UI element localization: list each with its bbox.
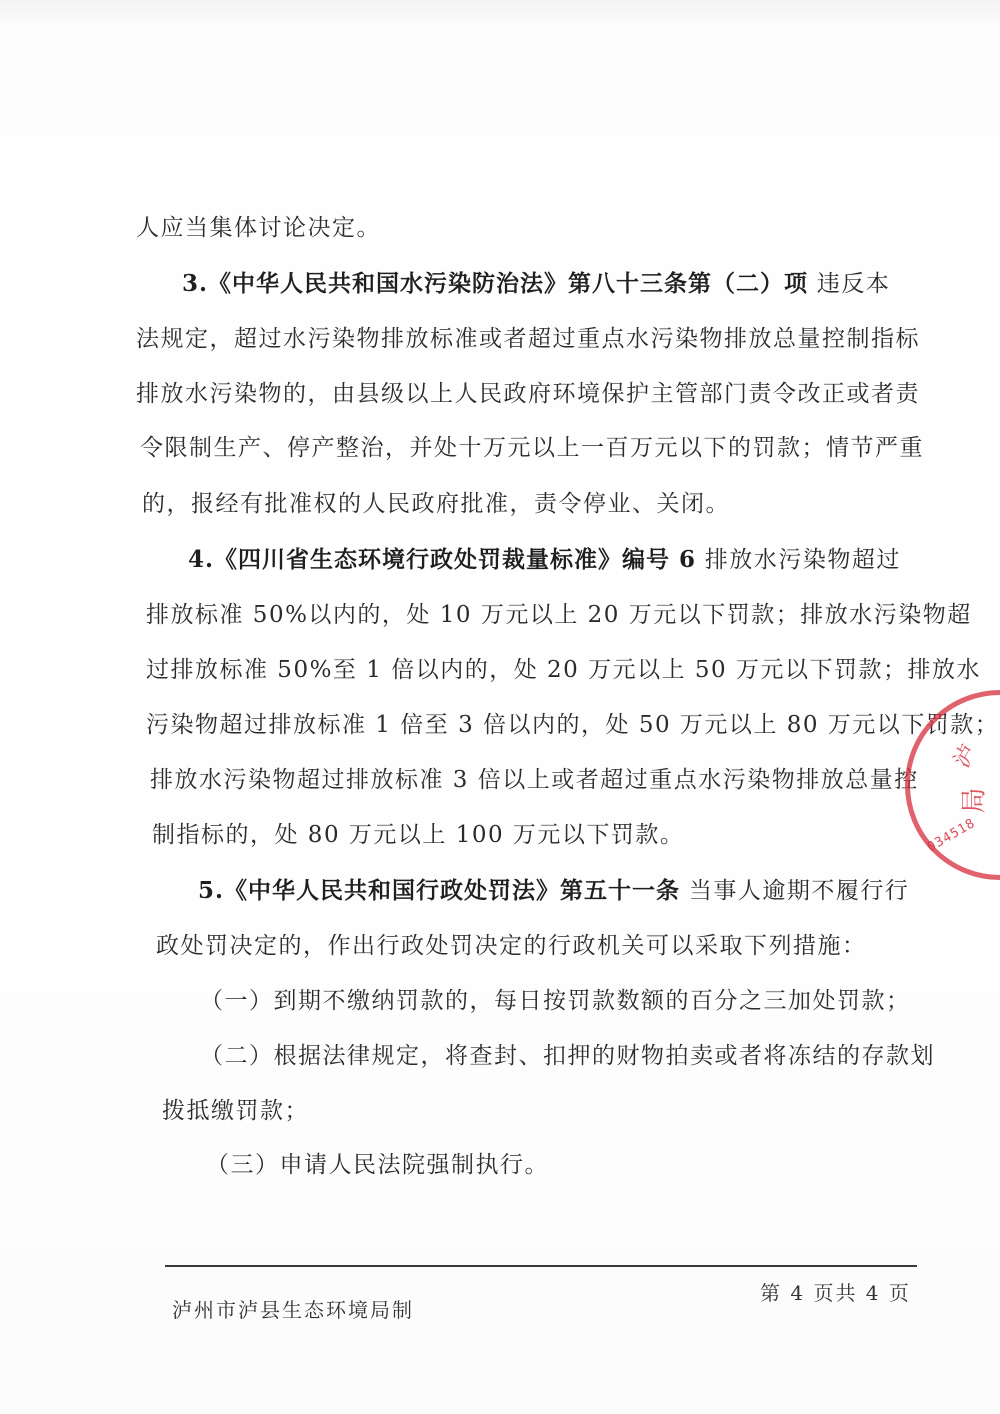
line-4-text: 排放水污染物的，由县级以上人民政府环境保护主管部门责令改正或者责	[136, 381, 920, 407]
footer-divider	[165, 1265, 917, 1267]
seal-text-top: 泸	[949, 740, 983, 773]
body-line-7	[188, 545, 901, 575]
line-14-text: 政处罚决定的，作出行政处罚决定的行政机关可以采取下列措施：	[156, 933, 867, 959]
measure-3: （三）申请人民法院强制执行。	[206, 1152, 549, 1178]
measure-1: （一）到期不缴纳罚款的，每日按罚款数额的百分之三加处罚款；	[200, 988, 911, 1014]
line-13-text: 当事人逾期不履行行	[680, 878, 910, 904]
line-10-text: 污染物超过排放标准 1 倍至 3 倍以内的，处 50 万元以上 80 万元以下罚款；	[146, 712, 1000, 738]
body-line-10	[146, 710, 999, 740]
seal-ring	[905, 690, 1000, 880]
line-2-text: 违反本	[808, 271, 891, 297]
line-12-text: 制指标的，处 80 万元以上 100 万元以下罚款。	[152, 822, 685, 848]
law-heading-4: 4.《四川省生态环境行政处罚裁量标准》编号 6	[188, 546, 697, 573]
measure-2: （二）根据法律规定，将查封、扣押的财物拍卖或者将冻结的存款划	[200, 1043, 935, 1069]
line-6-text: 的，报经有批准权的人民政府批准，责令停业、关闭。	[142, 491, 730, 517]
line-11-text: 排放水污染物超过排放标准 3 倍以上或者超过重点水污染物排放总量控	[150, 767, 919, 793]
page-number: 第 4 页共 4 页	[760, 1281, 911, 1305]
issuer-name: 泸州市泸县生态环境局制	[172, 1298, 414, 1322]
line-5-text: 令限制生产、停产整治，并处十万元以上一百万元以下的罚款；情节严重	[140, 435, 924, 461]
line-1-text: 人应当集体讨论决定。	[136, 215, 381, 241]
body-line-2	[182, 269, 890, 299]
line-9-text: 过排放标准 50%至 1 倍以内的，处 20 万元以上 50 万元以下罚款；排放水	[146, 657, 981, 683]
body-line-5	[140, 433, 924, 463]
body-line-4	[136, 379, 920, 409]
line-7-text: 排放水污染物超过	[696, 547, 901, 573]
body-line-16	[200, 1041, 935, 1071]
body-line-17	[162, 1096, 309, 1126]
seal-number: 034518	[924, 815, 979, 856]
line-3-text: 法规定，超过水污染物排放标准或者超过重点水污染物排放总量控制指标	[136, 326, 920, 352]
body-line-13	[198, 876, 909, 906]
body-line-3	[136, 324, 920, 354]
body-line-9	[146, 655, 981, 685]
line-8-text: 排放标准 50%以内的，处 10 万元以上 20 万元以下罚款；排放水污染物超	[146, 602, 972, 628]
body-line-6	[142, 489, 730, 519]
body-line-1	[136, 213, 381, 243]
law-heading-5: 5.《中华人民共和国行政处罚法》第五十一条	[198, 877, 681, 904]
body-line-12	[152, 820, 684, 850]
law-heading-3: 3.《中华人民共和国水污染防治法》第八十三条第（二）项	[182, 270, 809, 297]
line-17-text: 拨抵缴罚款；	[162, 1098, 309, 1124]
body-line-18	[206, 1150, 549, 1180]
body-line-14	[156, 931, 867, 961]
body-line-11	[150, 765, 919, 795]
seal-text-side: 局	[959, 787, 990, 814]
scan-shadow	[0, 0, 1000, 30]
body-line-15	[200, 986, 911, 1016]
official-seal	[905, 690, 1000, 880]
body-line-8	[146, 600, 972, 630]
